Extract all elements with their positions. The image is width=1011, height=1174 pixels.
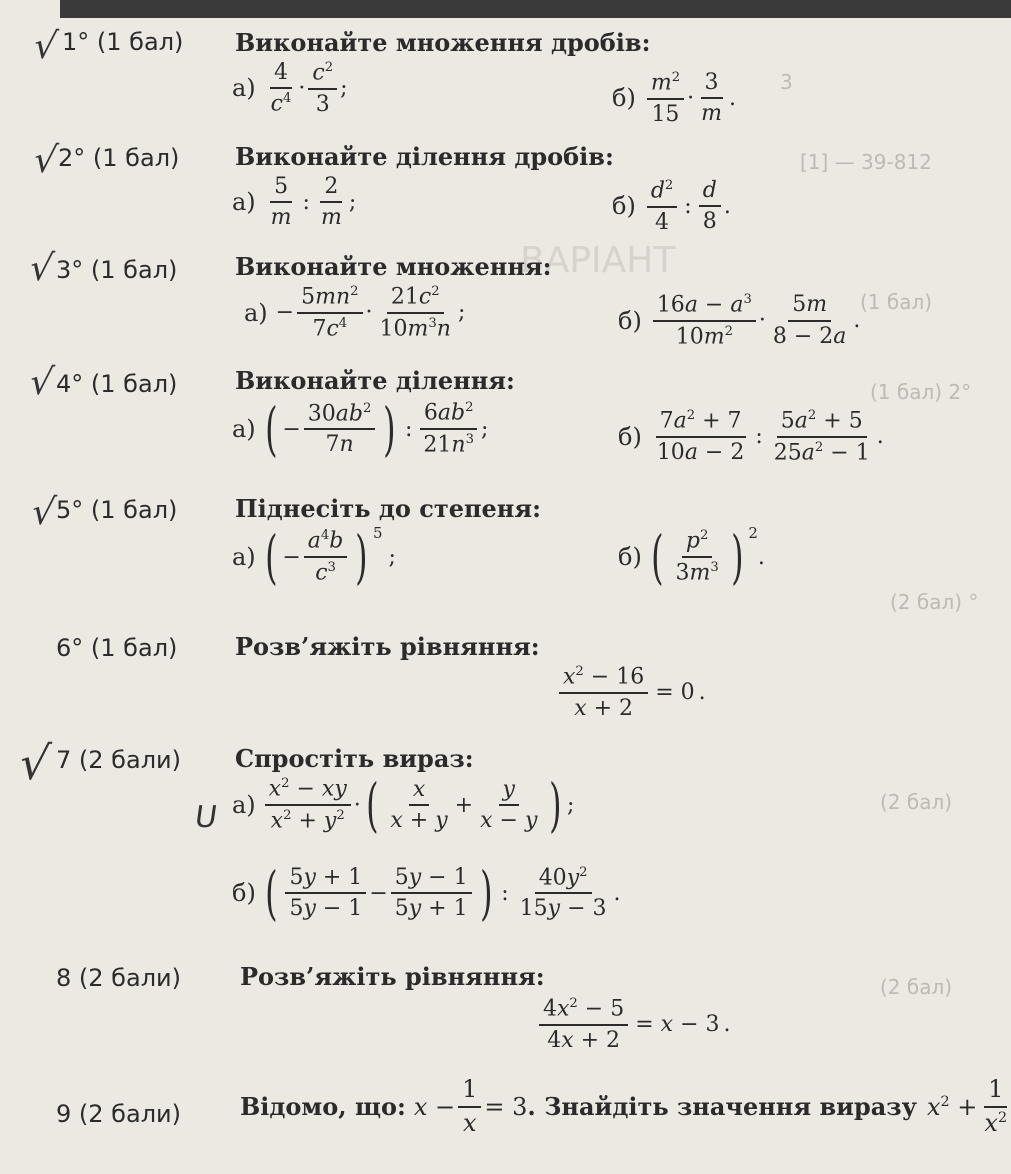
check-mark-icon: √ xyxy=(27,362,56,403)
problem-title: Виконайте ділення дробів: xyxy=(235,142,614,171)
bleed-through-text: ВАРІАНТ xyxy=(520,240,676,281)
expression-3a: а) − $\frac{5mn^2}{7c^4}$ · $\frac{21c^2}{10m^3n}$ ; xyxy=(244,284,466,341)
bleed-through-text: 3 xyxy=(780,70,793,94)
expression-4b: б) $\frac{7a^2 + 7}{10a - 2}$ : $\frac{5a^2 + 5}{25a^2 - 1}$ . xyxy=(618,408,884,465)
expression-7b: б) ( $\frac{5y + 1}{5y - 1}$ − $\frac{5y - 1}{5y + 1}$ ) : $\frac{40y^2}{15y - 3}$ . xyxy=(232,859,621,927)
hand-mark-icon: U xyxy=(192,800,220,835)
expression-5b: б) ( $\frac{p^2}{3m^3}$ ) 2 . xyxy=(618,523,765,591)
problem-number: 4° (1 бал) xyxy=(56,370,178,398)
expression-3b: б) $\frac{16a - a^3}{10m^2}$ · $\frac{5m}{8 - 2a}$ . xyxy=(618,292,861,349)
equation-6: $\frac{x^2 - 16}{x + 2}$ = 0 . xyxy=(556,664,706,721)
check-mark-icon: √ xyxy=(29,492,58,533)
problem-title: Виконайте множення дробів: xyxy=(235,28,651,57)
expression-1a: а) $\frac{4}{c^4}$ · $\frac{c^2}{3}$ ; xyxy=(232,60,348,117)
problem-number: 2° (1 бал) xyxy=(58,144,180,172)
check-mark-icon: √ xyxy=(27,248,56,289)
problem-title: Спростіть вираз: xyxy=(235,744,474,773)
problem-title: Розв’яжіть рівняння: xyxy=(240,962,545,991)
expression-2a: а) $\frac{5}{m}$ : $\frac{2}{m}$ ; xyxy=(232,174,357,231)
header-bar xyxy=(60,0,1011,18)
bleed-through-text: (2 бал) xyxy=(880,790,953,814)
expression-7a: а) $\frac{x^2 - xy}{x^2 + y^2}$ · ( $\frac{x}{x + y}$ + $\frac{y}{x - y}$ ) ; xyxy=(232,771,575,839)
problem-title: Піднесіть до степеня: xyxy=(235,494,541,523)
problem-title: Розв’яжіть рівняння: xyxy=(235,632,540,661)
expression-2b: б) $\frac{d^2}{4}$ : $\frac{d}{8}$ . xyxy=(612,178,731,235)
bleed-through-text: (2 бал) ° xyxy=(890,590,979,614)
problem-number: 5° (1 бал) xyxy=(56,496,178,524)
bleed-through-text: (1 бал) 2° xyxy=(870,380,972,404)
bleed-through-text: (1 бал) xyxy=(860,290,933,314)
expression-5a: а) ( − $\frac{a^4b}{c^3}$ ) 5 ; xyxy=(232,523,396,591)
equation-8: $\frac{4x^2 - 5}{4x + 2}$ = x − 3 . xyxy=(536,996,731,1053)
problem-number: 6° (1 бал) xyxy=(56,634,178,662)
problem-title: Виконайте множення: xyxy=(235,252,552,281)
problem-title: Виконайте ділення: xyxy=(235,366,515,395)
check-mark-icon: √ xyxy=(31,140,60,181)
expression-1b: б) $\frac{m^2}{15}$ · $\frac{3}{m}$ . xyxy=(612,70,736,127)
check-mark-icon: √ xyxy=(31,26,60,67)
problem-9-statement: Відомо, що: x − $\frac{1}{x}$ = 3 . Знайдіть значення виразу $x^2$ + $\frac{1}{x^2}$ xyxy=(240,1075,1008,1137)
problem-number: 8 (2 бали) xyxy=(56,964,181,992)
problem-number: 7 (2 бали) xyxy=(56,746,181,774)
check-mark-icon: √ xyxy=(16,736,54,790)
expression-4a: а) ( − $\frac{30ab^2}{7n}$ ) : $\frac{6ab^2}{21n^3}$ ; xyxy=(232,395,489,463)
problem-number: 9 (2 бали) xyxy=(56,1100,181,1128)
bleed-through-text: (2 бал) xyxy=(880,975,953,999)
problem-number: 1° (1 бал) xyxy=(62,28,184,56)
bleed-through-text: [1] — 39-812 xyxy=(800,150,932,174)
problem-number: 3° (1 бал) xyxy=(56,256,178,284)
